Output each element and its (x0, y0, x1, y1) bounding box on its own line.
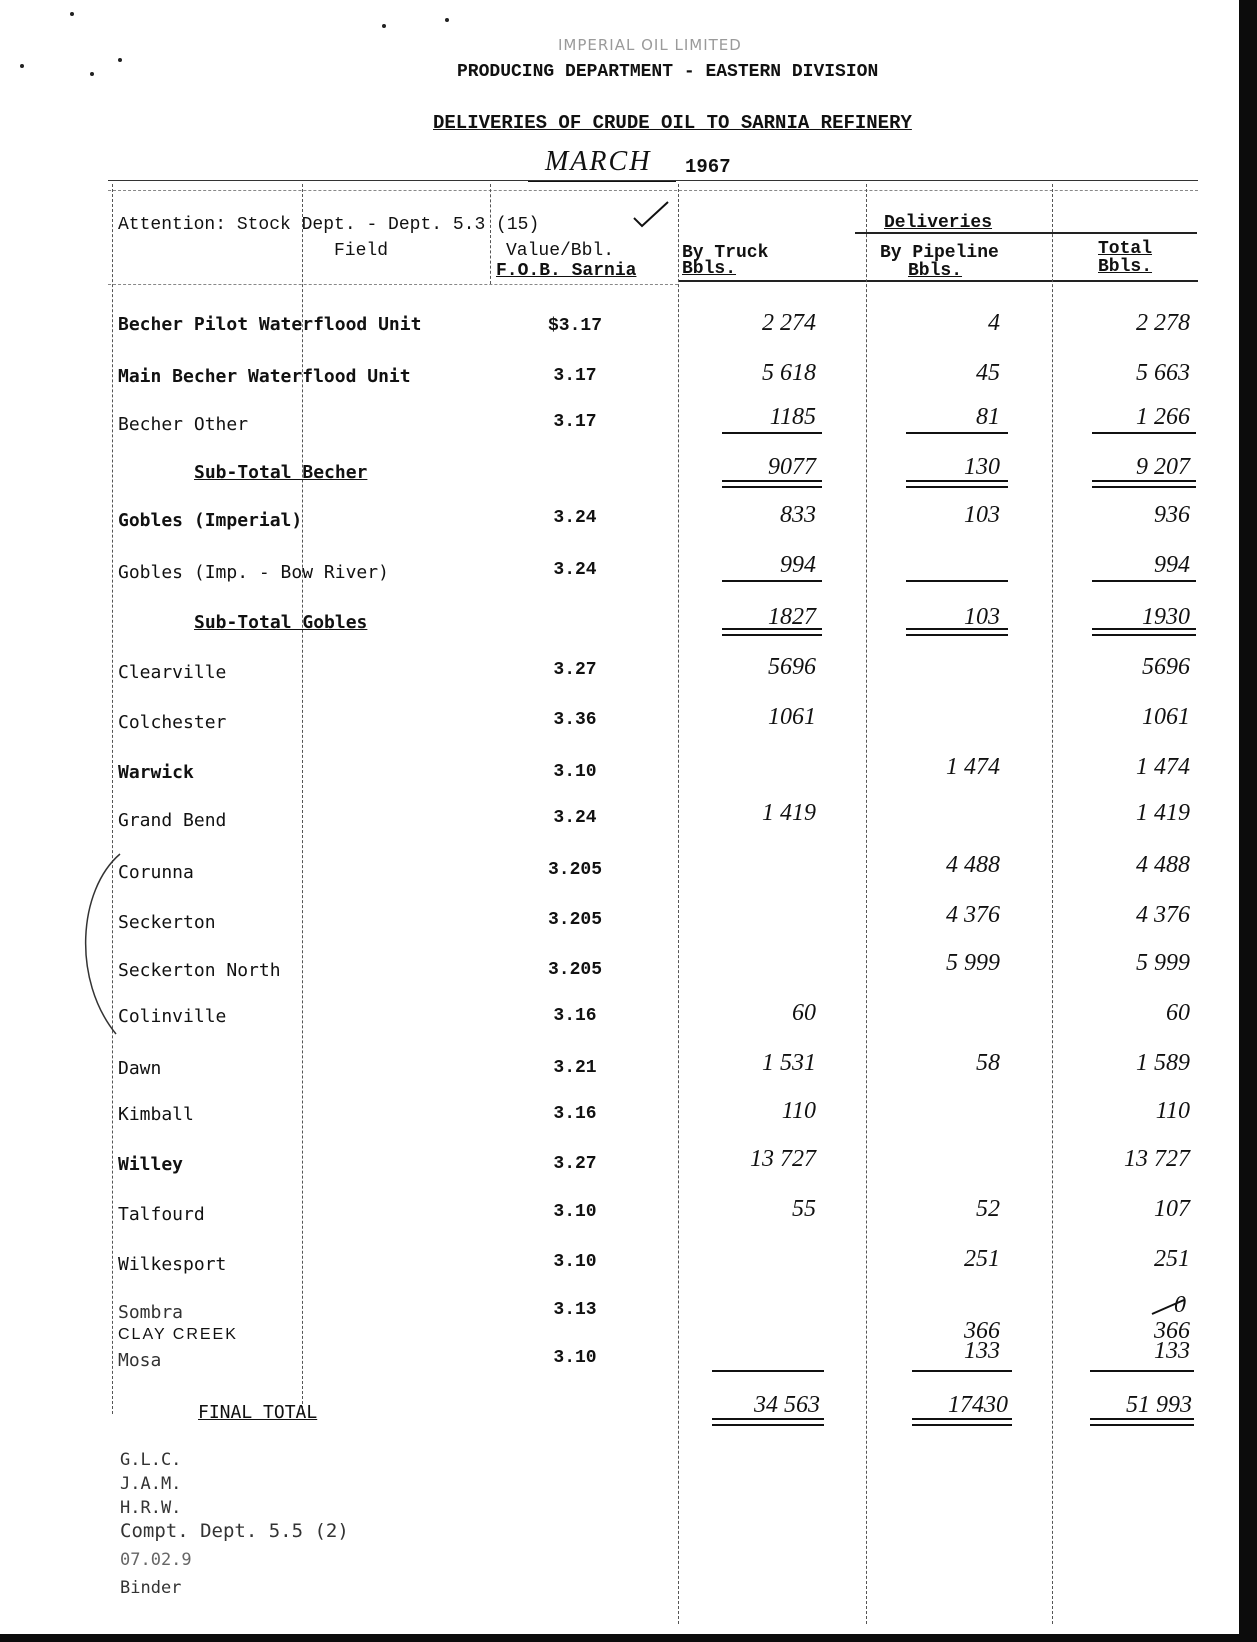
double-rule (1092, 628, 1196, 636)
department-heading: PRODUCING DEPARTMENT - EASTERN DIVISION (457, 62, 879, 82)
column-header-deliveries: Deliveries (884, 213, 993, 233)
table-row-price: 3.24 (553, 560, 597, 580)
check-mark-icon (632, 200, 672, 230)
table-row-pipeline: 4 488 (946, 852, 1000, 878)
table-row-total: 107 (1154, 1196, 1190, 1222)
table-row-field: Dawn (118, 1058, 162, 1079)
subtotal-rule (906, 580, 1008, 582)
table-row-pipeline: 52 (976, 1196, 1000, 1222)
column-divider (1052, 184, 1053, 1624)
table-row-truck: 5696 (768, 654, 816, 680)
double-rule (722, 628, 822, 636)
table-row-field: Warwick (118, 762, 194, 783)
total-rule (712, 1370, 824, 1372)
double-rule (912, 1418, 1012, 1426)
table-row-truck: 5 618 (762, 360, 816, 386)
table-row-field: CLAY CREEK (118, 1326, 238, 1343)
table-row-truck: 1 419 (762, 800, 816, 826)
column-header-pipeline-unit: Bbls. (908, 261, 963, 281)
table-row-truck: 110 (781, 1098, 816, 1124)
table-row-total: 4 376 (1136, 902, 1190, 928)
strike-mark-icon (1148, 1296, 1188, 1318)
final-total-truck: 34 563 (754, 1392, 820, 1418)
table-row-total: 1 266 (1136, 404, 1190, 430)
table-row-truck: 60 (792, 1000, 816, 1026)
column-header-truck: By Truck (682, 243, 769, 263)
subtotal-becher-truck: 9077 (768, 454, 816, 480)
scan-speck (382, 24, 386, 28)
table-row-field: Grand Bend (118, 810, 227, 831)
table-row-field: Seckerton North (118, 960, 281, 981)
total-rule (1090, 1370, 1194, 1372)
bracket-mark-icon (70, 850, 126, 1040)
table-row-pipeline: 81 (976, 404, 1000, 430)
table-row-pipeline: 58 (976, 1050, 1000, 1076)
table-row-truck: 994 (780, 552, 816, 578)
table-row-total: 110 (1155, 1098, 1190, 1124)
scan-speck (20, 64, 24, 68)
table-row-price: 3.17 (553, 366, 597, 386)
column-header-total-unit: Bbls. (1098, 257, 1153, 277)
final-total-label: FINAL TOTAL (198, 1402, 318, 1423)
table-row-field: Gobles (Imp. - Bow River) (118, 562, 389, 583)
scan-edge-bottom (0, 1634, 1257, 1642)
table-row-field: Gobles (Imperial) (118, 510, 303, 531)
column-header-total: Total (1098, 239, 1153, 259)
table-row-price: 3.36 (553, 710, 597, 730)
subtotal-becher-label: Sub-Total Becher (194, 462, 368, 483)
table-row-total: 1061 (1142, 704, 1190, 730)
table-row-total: 251 (1154, 1246, 1190, 1272)
scan-speck (90, 72, 94, 76)
subtotal-rule (1092, 432, 1196, 434)
table-top-dash (108, 190, 1198, 191)
double-rule (1092, 480, 1196, 488)
table-row-truck: 2 274 (762, 310, 816, 336)
column-divider (678, 184, 679, 1624)
table-row-field: Becher Pilot Waterflood Unit (118, 314, 422, 335)
subtotal-rule (1092, 580, 1196, 582)
table-row-price: 3.16 (553, 1104, 597, 1124)
document-title: DELIVERIES OF CRUDE OIL TO SARNIA REFINERY (433, 112, 912, 134)
table-row-truck: 1185 (769, 404, 816, 430)
table-row-field: Becher Other (118, 414, 249, 435)
final-total-total: 51 993 (1126, 1392, 1192, 1418)
column-header-fob: F.O.B. Sarnia (496, 261, 637, 281)
double-rule (1090, 1418, 1194, 1426)
scan-speck (445, 18, 449, 22)
table-top-rule (108, 180, 1198, 181)
table-row-total: 2 278 (1136, 310, 1190, 336)
table-row-field: Wilkesport (118, 1254, 227, 1275)
table-row-total: 994 (1154, 552, 1190, 578)
column-divider (112, 184, 113, 1414)
table-row-price: 3.10 (553, 1202, 597, 1222)
table-row-truck: 13 727 (750, 1146, 816, 1172)
table-row-field: Mosa (118, 1350, 162, 1371)
table-row-field: Kimball (118, 1104, 194, 1125)
table-row-truck: 833 (780, 502, 816, 528)
table-row-total: 366 (1154, 1318, 1190, 1344)
double-rule (712, 1418, 824, 1426)
double-rule (722, 480, 822, 488)
distribution-item: 07.02.9 (120, 1550, 192, 1570)
subtotal-rule (906, 432, 1008, 434)
double-rule (906, 628, 1008, 636)
distribution-item: Binder (120, 1578, 182, 1598)
distribution-item: Compt. Dept. 5.5 (2) (120, 1520, 349, 1542)
column-header-field: Field (334, 241, 389, 261)
scan-speck (70, 12, 74, 16)
scan-edge-right (1239, 0, 1257, 1642)
table-row-total: 0 (1174, 1292, 1186, 1318)
table-row-field: Main Becher Waterflood Unit (118, 366, 411, 387)
header-bottom-dash (108, 284, 678, 285)
table-row-total: 5 999 (1136, 950, 1190, 976)
subtotal-gobles-label: Sub-Total Gobles (194, 612, 368, 633)
subtotal-rule (722, 432, 822, 434)
table-row-total: 13 727 (1124, 1146, 1190, 1172)
table-row-price: 3.27 (553, 1154, 597, 1174)
table-row-field: Colchester (118, 712, 227, 733)
table-row-price: 3.24 (553, 808, 597, 828)
subtotal-rule (722, 580, 822, 582)
distribution-item: J.A.M. (120, 1474, 182, 1494)
final-total-pipeline: 17430 (948, 1392, 1008, 1418)
table-row-total: 4 488 (1136, 852, 1190, 878)
table-row-total: 1 419 (1136, 800, 1190, 826)
table-row-price: 3.21 (553, 1058, 597, 1078)
subtotal-gobles-total: 1930 (1142, 604, 1190, 630)
table-row-pipeline: 1 474 (946, 754, 1000, 780)
distribution-item: G.L.C. (120, 1450, 182, 1470)
table-row-field: Corunna (118, 862, 194, 883)
table-row-price: $3.17 (547, 316, 602, 336)
subtotal-becher-total: 9 207 (1136, 454, 1190, 480)
scan-speck (118, 58, 122, 62)
table-row-pipeline: 45 (976, 360, 1000, 386)
subtotal-gobles-truck: 1827 (768, 604, 816, 630)
column-divider (866, 184, 867, 1624)
report-month: MARCH (545, 146, 652, 177)
table-row-total: 1 474 (1136, 754, 1190, 780)
table-row-field: Sombra (118, 1302, 184, 1323)
table-row-pipeline: 133 (964, 1338, 1000, 1364)
table-row-price: 3.205 (547, 860, 602, 880)
table-row-price: 3.205 (547, 960, 602, 980)
table-row-field: Clearville (118, 662, 227, 683)
table-row-price: 3.10 (553, 1252, 597, 1272)
table-row-pipeline: 251 (964, 1246, 1000, 1272)
table-row-field: Colinville (118, 1006, 227, 1027)
table-row-price: 3.205 (547, 910, 602, 930)
table-row-total: 133 (1154, 1338, 1190, 1364)
double-rule (906, 480, 1008, 488)
table-row-price: 3.24 (553, 508, 597, 528)
table-row-price: 3.10 (553, 1348, 597, 1368)
table-row-total: 1 589 (1136, 1050, 1190, 1076)
table-row-price: 3.13 (553, 1300, 597, 1320)
subtotal-gobles-pipeline: 103 (964, 604, 1000, 630)
table-row-field: Seckerton (118, 912, 216, 933)
column-header-value: Value/Bbl. (506, 241, 615, 261)
table-row-pipeline: 5 999 (946, 950, 1000, 976)
distribution-item: H.R.W. (120, 1498, 182, 1518)
table-row-price: 3.16 (553, 1006, 597, 1026)
column-header-pipeline: By Pipeline (880, 243, 999, 263)
table-row-total: 5 663 (1136, 360, 1190, 386)
table-row-price: 3.10 (553, 762, 597, 782)
attention-line: Attention: Stock Dept. - Dept. 5.3 (15) (118, 215, 540, 235)
table-row-field: Talfourd (118, 1204, 205, 1225)
column-header-truck-unit: Bbls. (682, 259, 737, 279)
table-row-price: 3.27 (553, 660, 597, 680)
table-row-pipeline: 4 (988, 310, 1000, 336)
total-rule (912, 1370, 1012, 1372)
table-row-total: 5696 (1142, 654, 1190, 680)
company-name: IMPERIAL OIL LIMITED (558, 36, 742, 54)
table-row-pipeline: 366 (964, 1318, 1000, 1344)
table-row-truck: 55 (792, 1196, 816, 1222)
table-row-pipeline: 103 (964, 502, 1000, 528)
table-row-field: Willey (118, 1154, 184, 1175)
table-row-price: 3.17 (553, 412, 597, 432)
table-row-truck: 1 531 (762, 1050, 816, 1076)
subtotal-becher-pipeline: 130 (964, 454, 1000, 480)
table-row-total: 60 (1166, 1000, 1190, 1026)
table-row-pipeline: 4 376 (946, 902, 1000, 928)
table-row-truck: 1061 (768, 704, 816, 730)
table-row-total: 936 (1154, 502, 1190, 528)
report-year: 1967 (685, 156, 731, 178)
